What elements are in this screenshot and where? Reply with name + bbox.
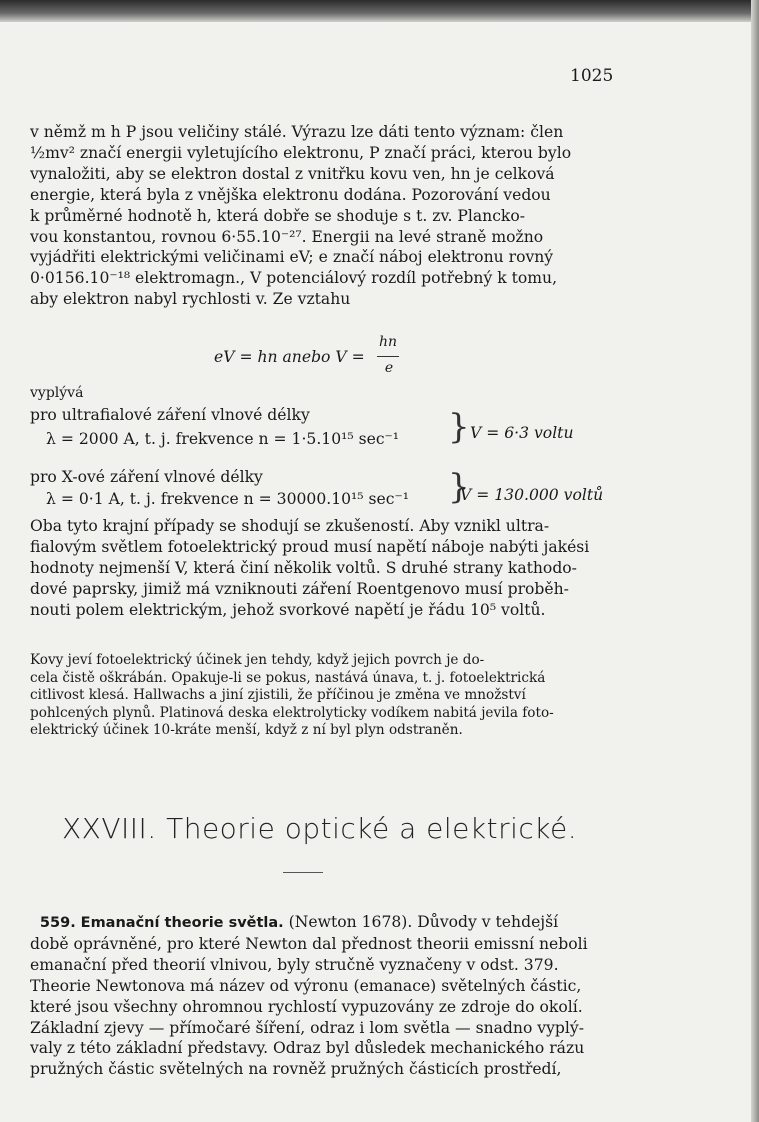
text-line: citlivost klesá. Hallwachs a jiní zjistili, že příčinou je změna ve množství xyxy=(30,687,526,704)
xray-lambda: λ = 0·1 A, t. j. frekvence n = 30000.10¹⁵ sec⁻¹ xyxy=(46,490,409,508)
uv-label: pro ultrafialové záření vlnové délky xyxy=(30,406,310,424)
section-first-line xyxy=(30,912,616,934)
text-line: Theorie Newtonova má název od výronu (emanace) světelných částic, xyxy=(30,976,582,995)
brace: } xyxy=(448,407,470,447)
text-line: které jsou všechny ohromnou rychlostí vypuzovány ze zdroje do okolí. xyxy=(30,997,583,1016)
section-heading: Emanační theorie světla. xyxy=(80,915,284,931)
text-line: Oba tyto krajní případy se shodují se zkušeností. Aby vznikl ultra- xyxy=(30,517,550,535)
text-line: aby elektron nabyl rychlosti v. Ze vztahu xyxy=(30,290,351,309)
text-line: vynaložiti, aby se elektron dostal z vnitřku kovu ven, hn je celková xyxy=(30,164,555,183)
formula-denominator: e xyxy=(384,360,394,376)
text-line: cela čistě oškrábán. Opakuje-li se pokus, nastává únava, t. j. fotoelektrická xyxy=(30,669,546,686)
text-line: v němž m h P jsou veličiny stálé. Výrazu lze dáti tento význam: člen xyxy=(30,123,564,141)
text-line: vou konstantou, rovnou 6·55.10⁻²⁷. Energii na levé straně možno xyxy=(30,227,544,246)
text-line: emanační před theorií vlnivou, byly stručně vyznačeny v odst. 379. xyxy=(30,955,559,974)
text-line: 0·0156.10⁻¹⁸ elektromagn., V potenciálový rozdíl potřebný k tomu, xyxy=(30,269,558,288)
text-line: valy z této základní představy. Odraz byl důsledek mechanického rázu xyxy=(30,1039,585,1058)
section-number: 559. xyxy=(39,915,76,931)
text-line: pružných částic světelných na rovněž pružných částicích prostředí, xyxy=(30,1060,562,1079)
vyplyva-text: vyplývá xyxy=(30,385,84,401)
paragraph-2 xyxy=(30,516,616,621)
scan-top-edge xyxy=(0,0,759,22)
text-line: dové paprsky, jimiž má vzniknouti záření Roentgenovo musí proběh- xyxy=(30,579,569,598)
text-line: pohlcených plynů. Platinová deska elektrolyticky vodíkem nabitá jevila foto- xyxy=(30,704,554,721)
chapter-title: XXVIII. Theorie optické a elektrické. xyxy=(62,812,578,845)
divider xyxy=(283,872,323,873)
page-number: 1025 xyxy=(570,66,614,86)
uv-result: V = 6·3 voltu xyxy=(470,424,574,442)
text-line: elektrický účinek 10-kráte menší, když z ní byl plyn odstraněn. xyxy=(30,722,463,739)
formula xyxy=(214,348,365,366)
text-line: vyjádřiti elektrickými veličinami eV; e značí náboj elektronu rovný xyxy=(30,248,554,267)
section-first-line-rest: (Newton 1678). Důvody v tehdejší xyxy=(283,913,559,931)
uv-lambda: λ = 2000 A, t. j. frekvence n = 1·5.10¹⁵ sec⁻¹ xyxy=(46,430,400,448)
text-line: hodnoty nejmenší V, která činí několik voltů. S druhé strany kathodo- xyxy=(30,558,577,577)
small-paragraph xyxy=(30,652,616,740)
text-line: k průměrné hodnotě h, která dobře se shoduje s t. zv. Plancko- xyxy=(30,206,526,225)
text-line: energie, která byla z vnějška elektronu dodána. Pozorování vedou xyxy=(30,185,551,204)
text-line: Kovy jeví fotoelektrický účinek jen tehdy, když jejich povrch je do- xyxy=(30,652,485,668)
xray-result: V = 130.000 voltů xyxy=(460,486,604,504)
paragraph-1 xyxy=(30,122,616,310)
text-line: fialovým světlem fotoelektrický proud musí napětí náboje nabýti jakési xyxy=(30,537,590,556)
formula-left: eV = hn anebo V = xyxy=(214,348,365,366)
text-line: nouti polem elektrickým, jehož svorkové napětí je řádu 10⁵ voltů. xyxy=(30,600,546,619)
xray-label: pro X-ové záření vlnové délky xyxy=(30,468,263,486)
text-line: době oprávněné, pro které Newton dal přednost theorii emissní neboli xyxy=(30,934,588,953)
brace: } xyxy=(448,467,470,507)
section-559 xyxy=(30,912,616,1080)
fraction-bar xyxy=(377,356,399,357)
scan-right-edge xyxy=(751,0,759,1122)
text-line: ½mv² značí energii vyletujícího elektronu, P značí práci, kterou bylo xyxy=(30,143,572,162)
text-line: Základní zjevy — přímočaré šíření, odraz i lom světla — snadno vyplý- xyxy=(30,1018,584,1037)
formula-numerator: hn xyxy=(378,334,398,350)
